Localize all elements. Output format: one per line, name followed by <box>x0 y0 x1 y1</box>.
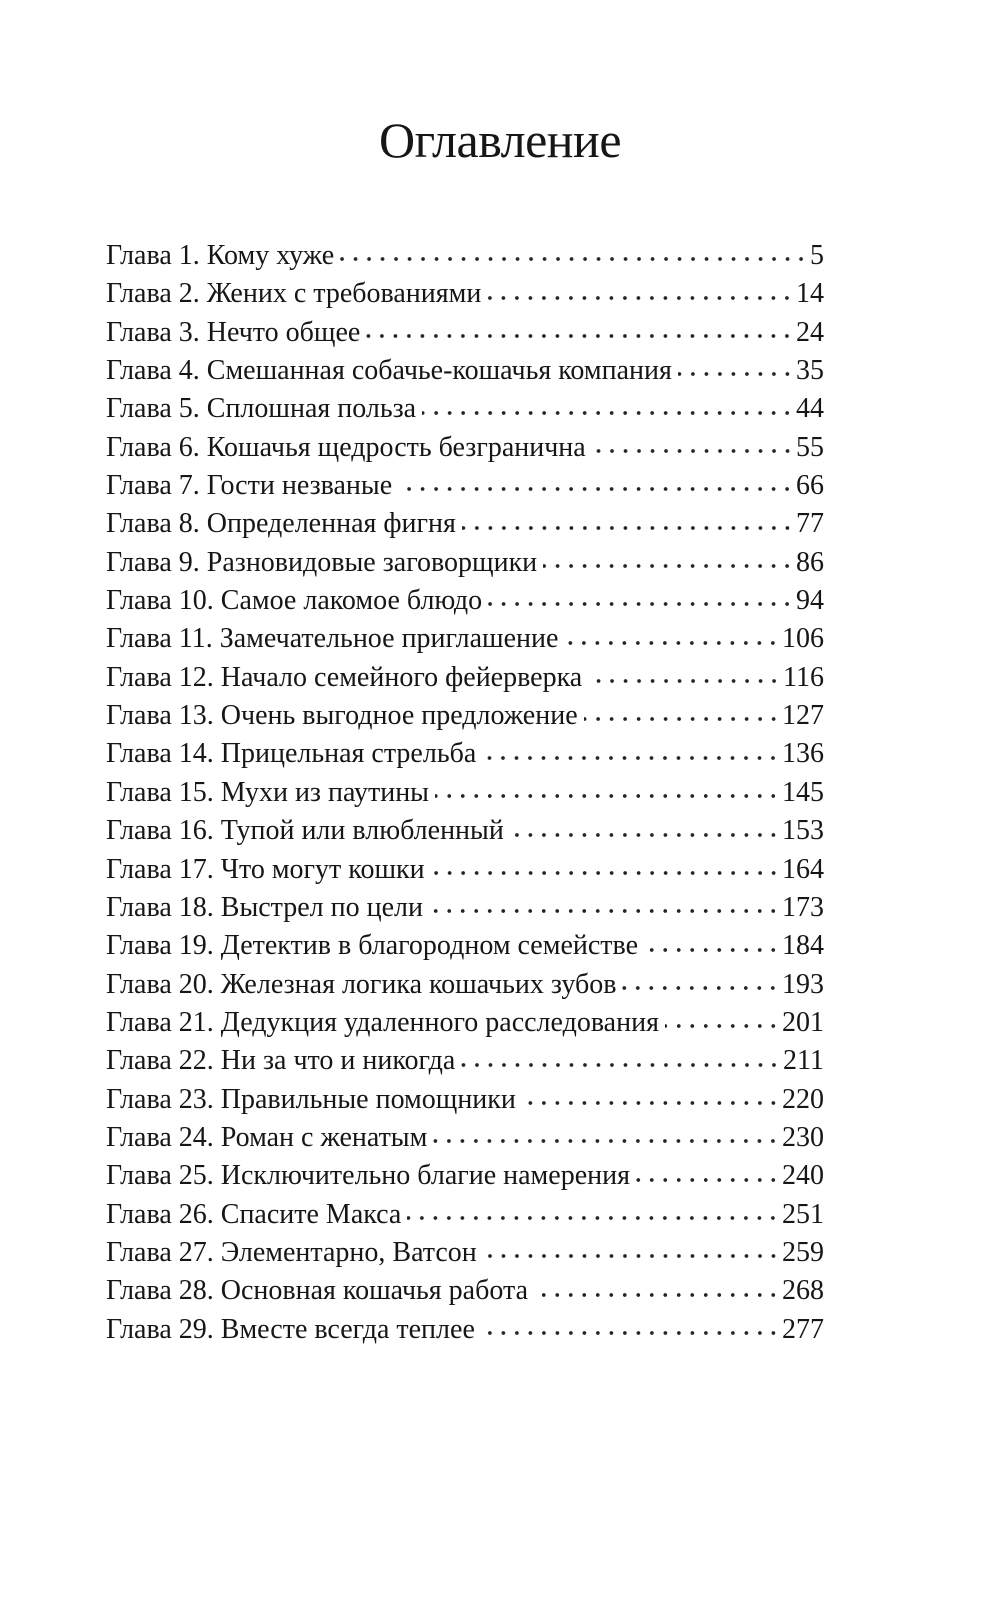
toc-entry-page-number: 35 <box>796 355 824 387</box>
toc-entry-page-number: 44 <box>796 393 824 425</box>
toc-entry-title: Глава 6. Кошачья щедрость безгранична <box>106 431 586 463</box>
dot-leader <box>462 523 794 533</box>
dot-leader <box>398 484 794 494</box>
dot-leader <box>482 753 780 763</box>
dot-leader <box>407 1213 780 1223</box>
toc-entry-title: Глава 27. Элементарно, Ватсон <box>106 1236 477 1268</box>
toc-entry-title: Глава 28. Основная кошачья работа <box>106 1275 528 1307</box>
toc-entry <box>106 697 824 735</box>
toc-entry-title: Глава 7. Гости незваные <box>106 470 393 502</box>
toc-entry-title: Глава 12. Начало семейного фейерверка <box>106 661 583 693</box>
toc-entry-page-number: 55 <box>796 431 824 463</box>
table-of-contents <box>106 237 824 1349</box>
dot-leader <box>461 1060 781 1070</box>
toc-entry-page-number: 268 <box>782 1275 824 1307</box>
dot-leader <box>522 1098 780 1108</box>
toc-entry-page-number: 153 <box>782 815 824 847</box>
toc-entry-page-number: 5 <box>810 240 824 271</box>
dot-leader <box>678 369 794 379</box>
toc-entry <box>106 889 824 927</box>
toc-entry <box>106 505 824 543</box>
dot-leader <box>564 638 780 648</box>
toc-entry-title: Глава 24. Роман с женатым <box>106 1121 428 1153</box>
toc-entry-title: Глава 16. Тупой или влюбленный <box>106 815 504 847</box>
toc-entry-title: Глава 4. Смешанная собачье-кошачья компания <box>106 355 672 387</box>
toc-entry <box>106 735 824 773</box>
toc-entry <box>106 544 824 582</box>
toc-entry <box>106 582 824 620</box>
dot-leader <box>431 868 780 878</box>
toc-entry <box>106 1196 824 1234</box>
toc-entry-page-number: 230 <box>782 1121 824 1153</box>
toc-entry-title: Глава 19. Детектив в благородном семействе <box>106 930 639 962</box>
toc-entry-page-number: 259 <box>782 1236 824 1268</box>
toc-entry <box>106 966 824 1004</box>
toc-entry-title: Глава 18. Выстрел по цели <box>106 891 424 923</box>
toc-entry-title: Глава 11. Замечательное приглашение <box>106 623 559 655</box>
toc-entry-title: Глава 10. Самое лакомое блюдо <box>106 585 483 617</box>
toc-entry-title: Глава 14. Прицельная стрельба <box>106 738 477 770</box>
toc-entry-page-number: 251 <box>782 1198 824 1230</box>
toc-entry-title: Глава 21. Дедукция удаленного расследования <box>106 1006 659 1038</box>
dot-leader <box>366 331 794 341</box>
dot-leader <box>510 830 780 840</box>
toc-entry-title: Глава 13. Очень выгодное предложение <box>106 700 578 732</box>
toc-entry <box>106 1234 824 1272</box>
toc-entry-page-number: 106 <box>782 623 824 655</box>
dot-leader <box>636 1175 780 1185</box>
dot-leader <box>622 983 780 993</box>
toc-entry-title: Глава 22. Ни за что и никогда <box>106 1045 456 1077</box>
toc-entry-title: Глава 8. Определенная фигня <box>106 508 456 540</box>
dot-leader <box>433 1136 780 1146</box>
toc-entry <box>106 352 824 390</box>
toc-entry-title: Глава 25. Исключительно благие намерения <box>106 1160 630 1192</box>
toc-entry <box>106 620 824 658</box>
toc-entry-page-number: 127 <box>782 700 824 732</box>
dot-leader <box>592 446 794 456</box>
toc-entry <box>106 1081 824 1119</box>
toc-entry <box>106 314 824 352</box>
dot-leader <box>488 599 794 609</box>
toc-entry-title: Глава 5. Сплошная польза <box>106 393 417 425</box>
toc-entry <box>106 390 824 428</box>
dot-leader <box>665 1021 780 1031</box>
dot-leader <box>340 254 808 264</box>
toc-entry <box>106 927 824 965</box>
toc-entry-title: Глава 2. Жених с требованиями <box>106 278 482 310</box>
toc-entry-title: Глава 29. Вместе всегда теплее <box>106 1313 475 1345</box>
toc-entry-title: Глава 17. Что могут кошки <box>106 853 425 885</box>
toc-entry <box>106 1042 824 1080</box>
toc-entry-page-number: 14 <box>796 278 824 310</box>
toc-entry-page-number: 77 <box>796 508 824 540</box>
toc-entry <box>106 851 824 889</box>
dot-leader <box>435 791 780 801</box>
dot-leader <box>483 1251 780 1261</box>
toc-entry-page-number: 136 <box>782 738 824 770</box>
toc-entry-title: Глава 3. Нечто общее <box>106 316 361 348</box>
toc-entry-page-number: 173 <box>782 891 824 923</box>
toc-entry-page-number: 193 <box>782 968 824 1000</box>
toc-entry <box>106 467 824 505</box>
toc-entry-page-number: 184 <box>782 930 824 962</box>
toc-entry-title: Глава 15. Мухи из паутины <box>106 776 429 808</box>
dot-leader <box>543 561 794 571</box>
toc-entry <box>106 237 824 275</box>
toc-entry-page-number: 164 <box>782 853 824 885</box>
toc-entry <box>106 774 824 812</box>
toc-entry-page-number: 145 <box>782 776 824 808</box>
toc-entry <box>106 1119 824 1157</box>
page-title: Оглавление <box>378 112 622 168</box>
dot-leader <box>534 1290 780 1300</box>
toc-entry <box>106 1157 824 1195</box>
toc-entry-page-number: 220 <box>782 1083 824 1115</box>
toc-entry-page-number: 240 <box>782 1160 824 1192</box>
toc-entry <box>106 659 824 697</box>
dot-leader <box>481 1328 780 1338</box>
toc-entry-title: Глава 9. Разновидовые заговорщики <box>106 546 538 578</box>
toc-entry <box>106 1272 824 1310</box>
toc-entry <box>106 429 824 467</box>
dot-leader <box>588 676 781 686</box>
toc-entry-page-number: 116 <box>783 661 824 693</box>
toc-entry-title: Глава 20. Железная логика кошачьих зубов <box>106 968 617 1000</box>
toc-entry <box>106 1004 824 1042</box>
toc-entry-title: Глава 23. Правильные помощники <box>106 1083 516 1115</box>
toc-entry-page-number: 211 <box>783 1045 824 1077</box>
dot-leader <box>429 906 780 916</box>
toc-entry-page-number: 66 <box>796 470 824 502</box>
toc-entry-title: Глава 26. Спасите Макса <box>106 1198 402 1230</box>
dot-leader <box>584 714 780 724</box>
toc-entry-page-number: 24 <box>796 316 824 348</box>
toc-entry-page-number: 277 <box>782 1313 824 1345</box>
dot-leader <box>422 408 794 418</box>
toc-entry-page-number: 94 <box>796 585 824 617</box>
toc-entry <box>106 275 824 313</box>
toc-entry <box>106 812 824 850</box>
toc-entry-page-number: 201 <box>782 1006 824 1038</box>
toc-entry <box>106 1311 824 1349</box>
toc-entry-page-number: 86 <box>796 546 824 578</box>
dot-leader <box>487 293 794 303</box>
toc-entry-title: Глава 1. Кому хуже <box>106 240 335 271</box>
dot-leader <box>644 945 780 955</box>
